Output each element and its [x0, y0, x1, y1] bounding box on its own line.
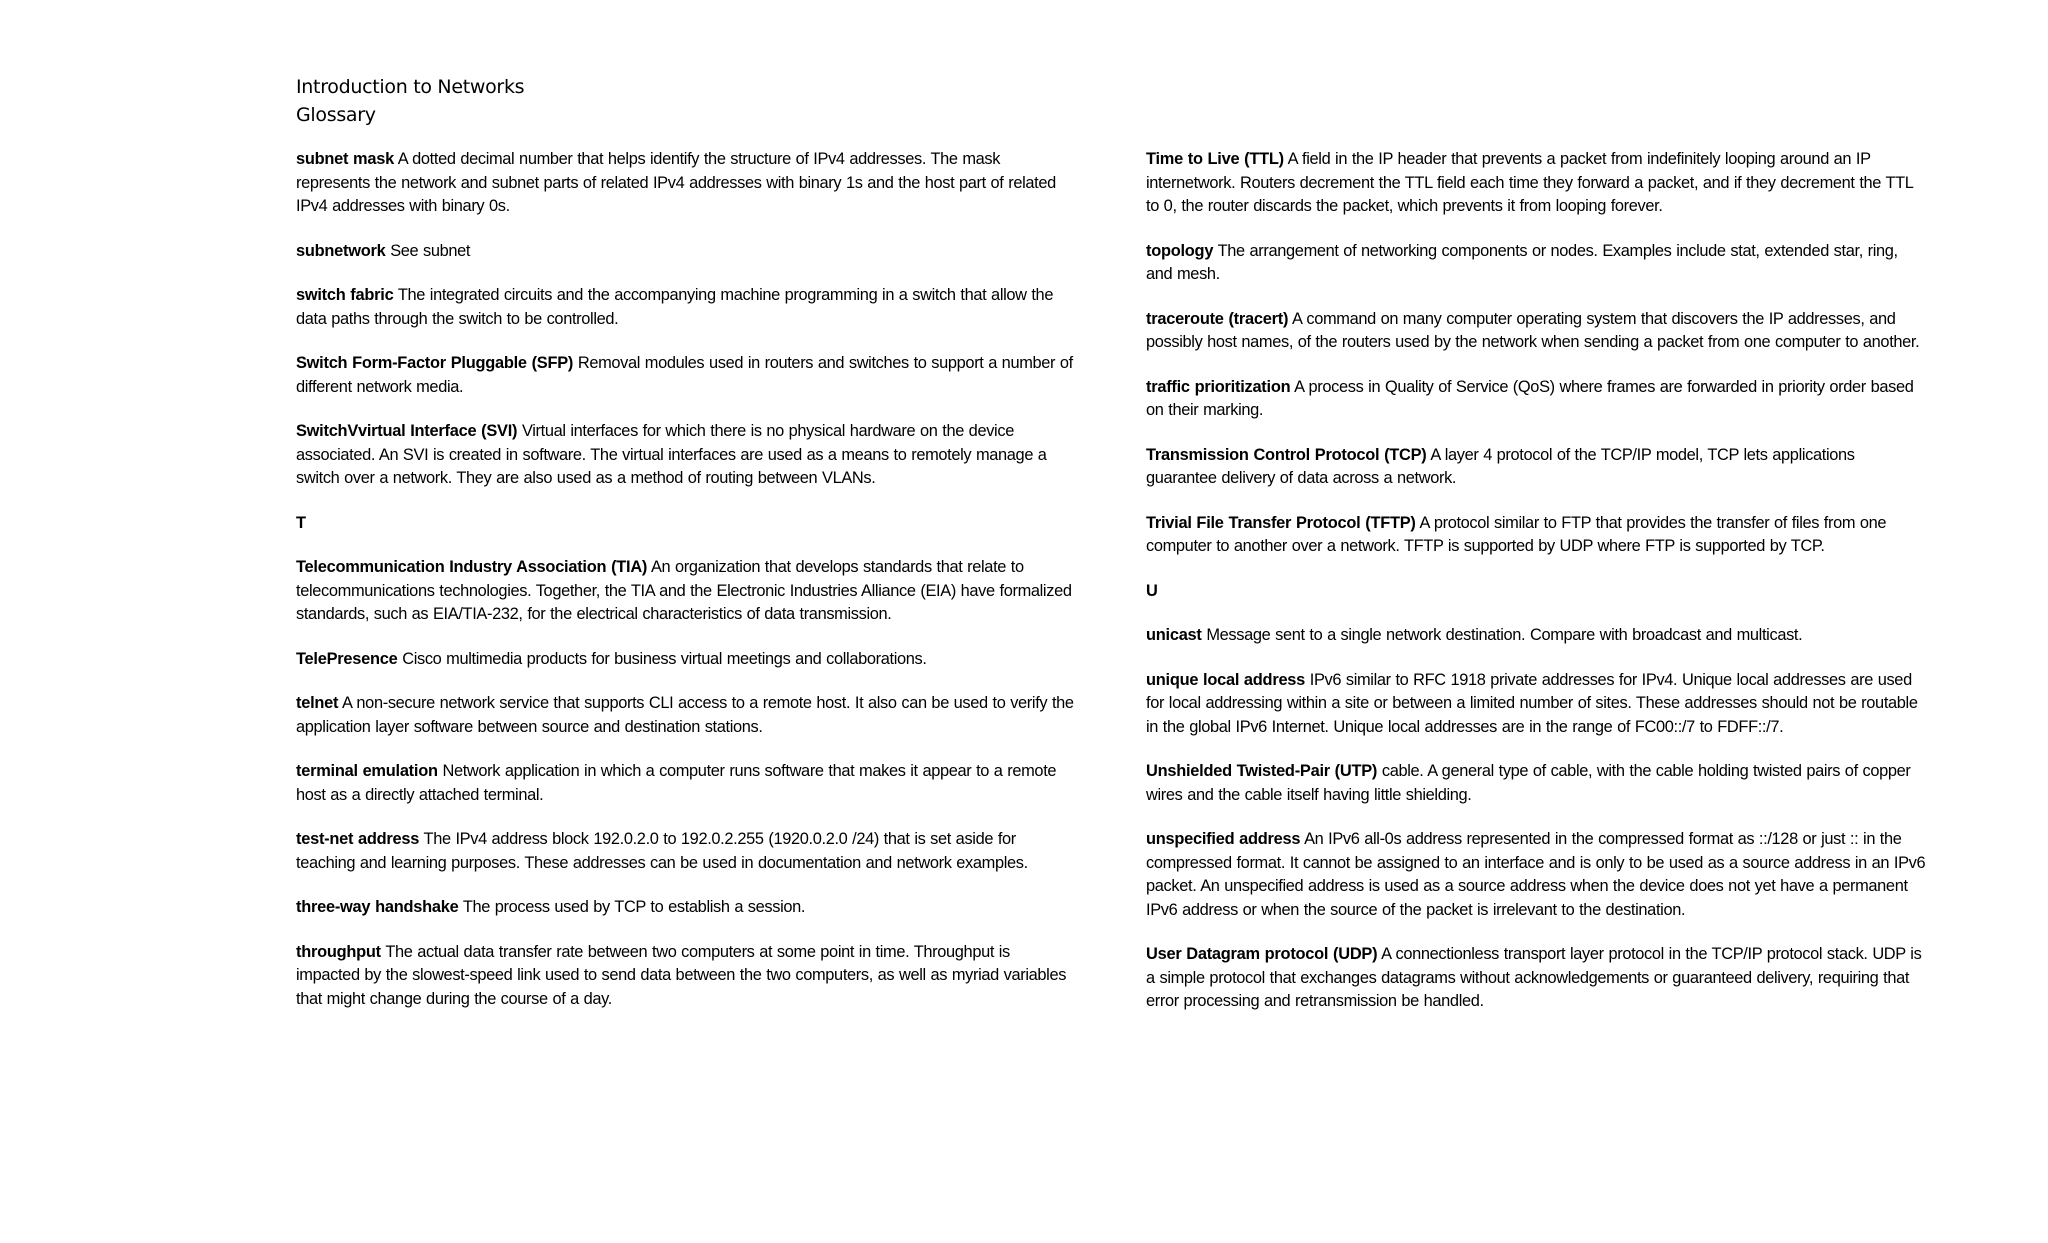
glossary-term: Time to Live (TTL): [1146, 150, 1284, 168]
glossary-definition: A dotted decimal number that helps identify the structure of IPv4 addresses. The mask represents the network and subnet parts of related IPv4 addresses with binary 1s and the host part of related IPv4 addresses with binary 0s.: [296, 150, 1056, 215]
glossary-right-column: [1146, 148, 1926, 1035]
glossary-term: subnetwork: [296, 241, 386, 260]
glossary-entry: [296, 284, 1076, 331]
glossary-definition: A field in the IP header that prevents a packet from indefinitely looping around an IP internetwork. Routers decrement the TTL field each time they forward a packet, and if they decrement the TTL to 0, the router discards the packet, which prevents it from looping forever.: [1146, 150, 1913, 215]
glossary-entry: [296, 556, 1076, 627]
glossary-definition: A command on many computer operating system that discovers the IP addresses, and possibly host names, of the routers used by the network when sending a packet from one computer to another.: [1146, 309, 1920, 351]
glossary-entry: [1146, 760, 1926, 807]
page-header: [296, 73, 524, 129]
glossary-term: Transmission Control Protocol (TCP): [1146, 445, 1427, 464]
glossary-entry: [296, 828, 1076, 875]
glossary-entry: [296, 760, 1076, 807]
glossary-term: terminal emulation: [296, 762, 438, 780]
glossary-term: Switch Form-Factor Pluggable (SFP): [296, 354, 574, 372]
glossary-definition: Network application in which a computer runs software that makes it appear to a remote host as a directly attached terminal.: [296, 762, 1057, 804]
glossary-definition: The integrated circuits and the accompanying machine programming in a switch that allow the data paths through the switch to be controlled.: [296, 286, 1054, 328]
glossary-definition: The process used by TCP to establish a session.: [462, 898, 806, 916]
glossary-term: switch fabric: [296, 286, 394, 304]
glossary-entry: [296, 941, 1076, 1012]
glossary-entry: [296, 420, 1076, 491]
glossary-entry: [296, 148, 1076, 219]
glossary-entry: [1146, 624, 1926, 648]
glossary-term: test-net address: [296, 830, 420, 848]
glossary-entry: [296, 648, 1076, 672]
glossary-term: unicast: [1146, 626, 1202, 644]
glossary-term: throughput: [296, 942, 381, 961]
glossary-entry: [1146, 943, 1926, 1014]
glossary-left-column: [296, 148, 1076, 1032]
glossary-entry: [1146, 376, 1926, 423]
glossary-definition: A non-secure network service that supports CLI access to a remote host. It also can be used to verify the application layer software between source and destination stations.: [296, 694, 1074, 736]
glossary-definition: The arrangement of networking components or nodes. Examples include stat, extended star, ring, and mesh.: [1146, 241, 1898, 283]
glossary-term: SwitchVvirtual Interface (SVI): [296, 422, 518, 440]
glossary-term: traceroute (tracert): [1146, 309, 1289, 328]
glossary-definition: See subnet: [390, 241, 471, 260]
glossary-term: Telecommunication Industry Association (TIA): [296, 558, 648, 576]
glossary-definition: Cisco multimedia products for business virtual meetings and collaborations.: [402, 649, 927, 668]
glossary-term: unspecified address: [1146, 830, 1301, 848]
glossary-term: traffic prioritization: [1146, 377, 1291, 396]
letter-heading: T: [296, 513, 307, 532]
glossary-term: Trivial File Transfer Protocol (TFTP): [1146, 513, 1416, 532]
glossary-entry: [296, 692, 1076, 739]
glossary-entry: [296, 352, 1076, 399]
glossary-entry: [1146, 148, 1926, 219]
glossary-entry: [1146, 308, 1926, 355]
letter-heading: U: [1146, 581, 1158, 600]
glossary-entry: [296, 240, 1076, 264]
glossary-definition: Message sent to a single network destination. Compare with broadcast and multicast.: [1206, 626, 1803, 644]
section-title: Glossary: [296, 104, 376, 126]
glossary-entry: [1146, 444, 1926, 491]
glossary-definition: IPv6 similar to RFC 1918 private addresses for IPv4. Unique local addresses are used for local addressing within a site or between a limited number of sites. These addresses should not be routable in the global IPv6 Internet. Unique local addresses are in the range of FC00::/7 to FDFF::/7.: [1146, 670, 1918, 736]
glossary-definition: The IPv4 address block 192.0.2.0 to 192.0.2.255 (1920.0.2.0 /24) that is set aside for teaching and learning purposes. These addresses can be used in documentation and network examples.: [296, 830, 1028, 872]
course-title: Introduction to Networks: [296, 76, 525, 98]
glossary-term: subnet mask: [296, 150, 394, 168]
glossary-definition: An IPv6 all-0s address represented in the compressed format as ::/128 or just :: in the compressed format. It cannot be assigned to an interface and is only to be used as a source address in an IPv6 packet. An unspecified address is used as a source address when the device does not yet have a permanent IPv6 address or when the source of the packet is irrelevant to the destination.: [1146, 830, 1926, 919]
glossary-term: telnet: [296, 694, 339, 712]
glossary-entry: [296, 896, 1076, 920]
glossary-term: topology: [1146, 241, 1214, 260]
glossary-term: Unshielded Twisted-Pair (UTP): [1146, 762, 1378, 780]
glossary-definition: A protocol similar to FTP that provides the transfer of files from one computer to another over a network. TFTP is supported by UDP where FTP is supported by TCP.: [1146, 513, 1887, 555]
glossary-definition: Virtual interfaces for which there is no physical hardware on the device associated. An SVI is created in software. The virtual interfaces are used as a means to remotely manage a switch over a network. They are also used as a method of routing between VLANs.: [296, 422, 1047, 487]
glossary-definition: A connectionless transport layer protocol in the TCP/IP protocol stack. UDP is a simple protocol that exchanges datagrams without acknowledgements or guaranteed delivery, requiring that error processing and retransmission be handled.: [1146, 945, 1922, 1010]
glossary-definition: cable. A general type of cable, with the cable holding twisted pairs of copper wires and the cable itself having little shielding.: [1146, 762, 1911, 804]
glossary-entry: [1146, 669, 1926, 740]
glossary-definition: Removal modules used in routers and switches to support a number of different network media.: [296, 354, 1073, 396]
glossary-definition: The actual data transfer rate between two computers at some point in time. Throughput is impacted by the slowest-speed link used to send data between the two computers, as well as myriad variables that might change during the course of a day.: [296, 942, 1067, 1008]
glossary-term: TelePresence: [296, 649, 398, 668]
glossary-entry: [1146, 512, 1926, 559]
glossary-entry: [1146, 240, 1926, 287]
glossary-term: User Datagram protocol (UDP): [1146, 945, 1378, 963]
glossary-definition: An organization that develops standards that relate to telecommunications technologies. Together, the TIA and the Electronic Industries Alliance (EIA) have formalized standards, such as EIA/TIA-232, for the electrical characteristics of data transmission.: [296, 558, 1072, 623]
glossary-term: three-way handshake: [296, 898, 459, 916]
glossary-entry: [1146, 828, 1926, 922]
glossary-definition: A process in Quality of Service (QoS) where frames are forwarded in priority order based on their marking.: [1146, 377, 1914, 419]
glossary-definition: A layer 4 protocol of the TCP/IP model, TCP lets applications guarantee delivery of data across a network.: [1146, 445, 1855, 487]
glossary-term: unique local address: [1146, 670, 1306, 689]
